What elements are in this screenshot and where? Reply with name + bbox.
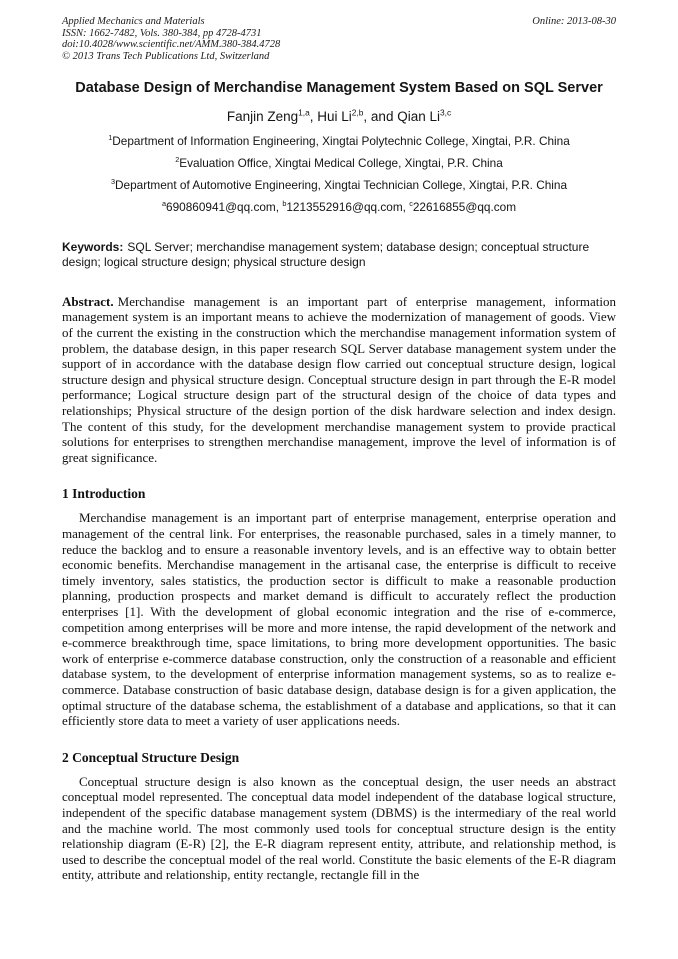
affiliation-line: $^1$Department of Information Engineering, Xingtai Polytechnic College, Xingtai, P.R. China xyxy=(108,132,570,148)
keywords-label: Keywords: xyxy=(62,239,124,254)
journal-header xyxy=(62,16,616,62)
superscript-marker: 1 xyxy=(108,132,113,142)
emails-line: $^a$690860941@qq.com, $^b$1213552916@qq.com, $^c$22616855@qq.com xyxy=(161,198,517,214)
superscript-marker: 3 xyxy=(110,176,115,186)
superscript-marker: b xyxy=(282,198,287,208)
author-name: Hui Li xyxy=(317,108,352,124)
superscript-marker: a xyxy=(161,198,167,208)
sections-container xyxy=(62,486,616,882)
author-name: Fanjin Zeng xyxy=(226,108,299,124)
section-heading: 2 Conceptual Structure Design xyxy=(62,749,240,765)
superscript-marker: 3,c xyxy=(439,107,452,118)
superscript-marker: 1,a xyxy=(298,107,310,118)
authors-line: Fanjin Zeng$^{1,a}$, Hui Li$^{2,b}$, and Qian Li$^{3,c}$ xyxy=(226,107,452,124)
section-paragraph: Merchandise management is an important part of enterprise management, enterprise operation and management of the central link. For enterprises, the reasonable purchased, sales in a timely manner, to reduce the backlog and to ensure a reasonable inventory levels, and is an effective way to obtain better economic benefits. Merchandise management in the artisanal case, the enterprise is difficult to receive timely inventory, sales statistics, the production sector is difficult to make a reasonable production planning, production prospects and market demand is difficult to accurately reflect the production enterprises [1]. With the development of global economic integration and the rise of e-commerce, competition among enterprises will be more and more intense, the rapid development of the network and e-commerce breakthrough time, space limitations, to bring more development opportunities. The basic work of enterprise e-commerce database construction, only the construction of a reasonable and efficient database system, to the development of enterprise information management systems, so as to realize e-commerce. Database construction of basic database design, database design is for a given application, the optimal structure of the database schema, the establishment of a database and applications, so that it can efficiently store data to meet a variety of user applications needs. xyxy=(62,510,616,729)
email-address: 1213552916@qq.com xyxy=(286,199,403,214)
keywords-text: SQL Server; merchandise management system; database design; conceptual structure design; logical structure design; physical structure design xyxy=(62,239,590,269)
journal-info xyxy=(62,16,280,62)
journal-title: Applied Mechanics and Materials xyxy=(62,16,205,27)
superscript-marker: 2 xyxy=(175,154,180,164)
affiliations-block xyxy=(62,134,616,192)
doi-line: doi:10.4028/www.scientific.net/AMM.380-384.4728 xyxy=(62,39,281,51)
email-address: 690860941@qq.com xyxy=(166,199,276,214)
superscript-marker: 2,b xyxy=(351,107,364,118)
online-date: Online: 2013-08-30 xyxy=(532,16,616,27)
abstract-block xyxy=(62,294,616,466)
keywords-block xyxy=(62,240,616,270)
affiliation-line: $^3$Department of Automotive Engineering, Xingtai Technician College, Xingtai, P.R. China xyxy=(110,176,568,192)
copyright-line: © 2013 Trans Tech Publications Ltd, Switzerland xyxy=(62,50,270,62)
section-paragraph: Conceptual structure design is also known as the conceptual design, the user needs an abstract conceptual model represented. The conceptual data model independent of the database logical structure, independent of the specific database management system (DBMS) is the intermediary of the real world and the machine world. The most commonly used tools for conceptual structure design is the entity relationship diagram (E-R) [2], the E-R diagram represent entity, attribute, and relationship method, is used to describe the conceptual model of the real world. Constitute the basic elements of the E-R diagram entity, attribute and relationship, entity rectangle, rectangle fill in the xyxy=(62,773,616,883)
issn-line: ISSN: 1662-7482, Vols. 380-384, pp 4728-4731 xyxy=(62,27,262,39)
abstract-text: Merchandise management is an important part of enterprise management, information management system is an important means to achieve the modernization of management of goods. View of the current the existing in the construction which the merchandise management information system of problem, the database design, in this paper research SQL Server database management system under the support of in accordance with the database design flow carried out conceptual structure design, logical structure design and physical structure design. Conceptual structure design in part through the E-R model performance; Logical structure design part of the structural design of the choice of data types and relationships; Physical structure of the design portion of the disk hardware selection and index design. The content of this study, for the development merchandise management system to provide practical solutions for enterprises to strengthen merchandise management, improve the level of information is of great significance. xyxy=(62,293,616,465)
paper-title: Database Design of Merchandise Management System Based on SQL Server xyxy=(75,80,603,97)
section-heading: 1 Introduction xyxy=(62,486,146,502)
abstract-label: Abstract. xyxy=(62,293,114,309)
author-name: Qian Li xyxy=(397,108,440,124)
affiliation-line: $^2$Evaluation Office, Xingtai Medical College, Xingtai, P.R. China xyxy=(175,154,503,170)
superscript-marker: c xyxy=(409,198,413,208)
email-address: 22616855@qq.com xyxy=(412,199,517,214)
